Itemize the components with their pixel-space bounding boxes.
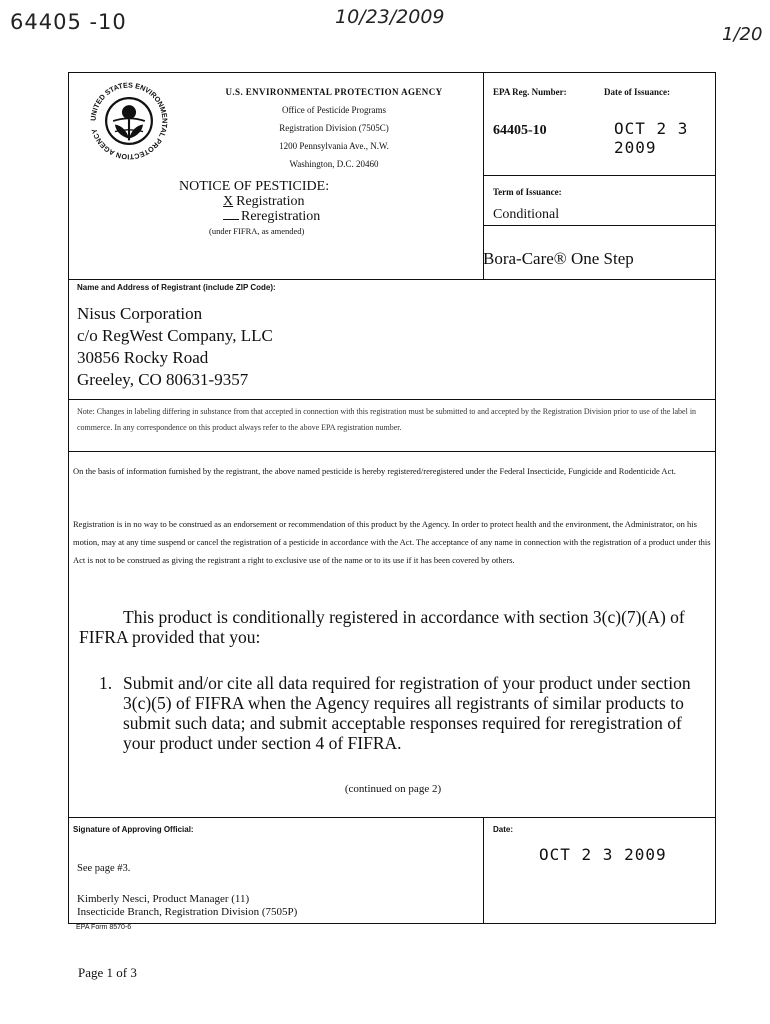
reg-number: 64405-10 bbox=[493, 123, 547, 138]
product-divider bbox=[483, 225, 715, 226]
agency-address-line: 1200 Pennsylvania Ave., N.W. bbox=[279, 141, 389, 151]
signature-date-stamp: OCT 2 3 2009 bbox=[539, 845, 667, 864]
epa-seal-icon bbox=[85, 77, 173, 165]
official-branch: Insecticide Branch, Registration Division (7505P) bbox=[77, 906, 298, 918]
condition-item-1 bbox=[99, 673, 703, 753]
reregistration-option-label: Reregistration bbox=[241, 209, 321, 224]
note-bottom-divider bbox=[69, 451, 715, 452]
conditional-line: FIFRA provided that you: bbox=[79, 627, 261, 647]
signature-divider bbox=[69, 817, 715, 818]
conditional-line: This product is conditionally registered in accordance with section 3(c)(7)(A) of bbox=[123, 607, 685, 627]
term-value: Conditional bbox=[493, 207, 560, 222]
handwritten-page-fraction: 1/20 bbox=[722, 24, 763, 45]
signature-date-label: Date: bbox=[493, 825, 514, 834]
agency-name: U.S. ENVIRONMENTAL PROTECTION AGENCY bbox=[225, 87, 443, 97]
registration-form bbox=[68, 72, 716, 924]
registrant-line: Greeley, CO 80631-9357 bbox=[77, 370, 249, 389]
notice-block bbox=[179, 179, 329, 239]
agency-address-line: Washington, D.C. 20460 bbox=[289, 159, 379, 169]
date-of-issuance-label: Date of Issuance: bbox=[604, 87, 670, 97]
product-name: Bora-Care® One Step bbox=[483, 249, 634, 268]
signature-column-divider bbox=[483, 817, 484, 923]
svg-text:UNITED STATES ENVIRONMENTAL PR: UNITED STATES ENVIRONMENTAL PROTECTION AGENCY bbox=[88, 80, 170, 162]
term-divider bbox=[483, 175, 715, 176]
registrant-divider bbox=[69, 279, 715, 280]
term-label: Term of Issuance: bbox=[493, 187, 562, 197]
registrant-line: 30856 Rocky Road bbox=[77, 348, 209, 367]
see-page-note: See page #3. bbox=[77, 863, 131, 874]
approving-official bbox=[77, 893, 297, 919]
agency-address-line: Office of Pesticide Programs bbox=[281, 105, 387, 115]
agency-block bbox=[179, 83, 489, 173]
reg-number-label: EPA Reg. Number: bbox=[493, 87, 567, 97]
form-number: EPA Form 8570-6 bbox=[76, 924, 132, 931]
registrant-address bbox=[77, 303, 273, 391]
condition-item-text: Submit and/or cite all data required for registration of your product under section 3(c)(5) of FIFRA when the Agency requires all registrants of similar products to submit such data; and submit acceptable responses required for reregistration of your product under section 4 of FIFRA. bbox=[123, 673, 691, 753]
registrant-line: Nisus Corporation bbox=[77, 304, 203, 323]
official-name: Kimberly Nesci, Product Manager (11) bbox=[77, 893, 250, 905]
registration-checkmark: X bbox=[223, 194, 234, 209]
fifra-note: (under FIFRA, as amended) bbox=[209, 226, 305, 236]
handwritten-date: 10/23/2009 bbox=[335, 6, 445, 28]
signature-label: Signature of Approving Official: bbox=[73, 825, 194, 834]
agency-address-line: Registration Division (7505C) bbox=[279, 123, 389, 133]
endorsement-paragraph: Registration is in no way to be construed as an endorsement or recommendation of this product by the Agency. In order to protect health and the environment, the Administrator, on his motion, may at any time suspend or cancel the registration of a pesticide in accordance with the Act. The acceptance of any name in connection with the registration of a product under this Act is not to be construed as giving the registrant a right to exclusive use of the name or to its use if it has been covered by others. bbox=[73, 519, 711, 565]
conditional-paragraph bbox=[79, 607, 701, 647]
registrant-line: c/o RegWest Company, LLC bbox=[77, 326, 273, 345]
page-number: Page 1 of 3 bbox=[78, 965, 137, 980]
condition-item-number: 1. bbox=[99, 673, 113, 693]
registration-option bbox=[179, 194, 329, 209]
continued-note: (continued on page 2) bbox=[344, 783, 442, 795]
note-top-divider bbox=[69, 399, 715, 400]
date-of-issuance-stamp: OCT 2 3 2009 bbox=[614, 119, 689, 157]
registration-option-label: Registration bbox=[236, 194, 305, 209]
labeling-note: Note: Changes in labeling differing in substance from that accepted in connection with this registration must be submitted to and accepted by the Registration Division prior to use of the label in commerce. In any correspondence on this product always refer to the above EPA registration number. bbox=[77, 407, 697, 432]
basis-paragraph: On the basis of information furnished by the registrant, the above named pesticide is hereby registered/reregistered under the Federal Insecticide, Fungicide and Rodenticide Act. bbox=[73, 466, 676, 476]
handwritten-doc-id: 64405 -10 bbox=[10, 10, 127, 34]
reregistration-option bbox=[179, 209, 329, 224]
registrant-label: Name and Address of Registrant (include ZIP Code): bbox=[77, 283, 276, 292]
notice-title: NOTICE OF PESTICIDE: bbox=[179, 179, 330, 194]
